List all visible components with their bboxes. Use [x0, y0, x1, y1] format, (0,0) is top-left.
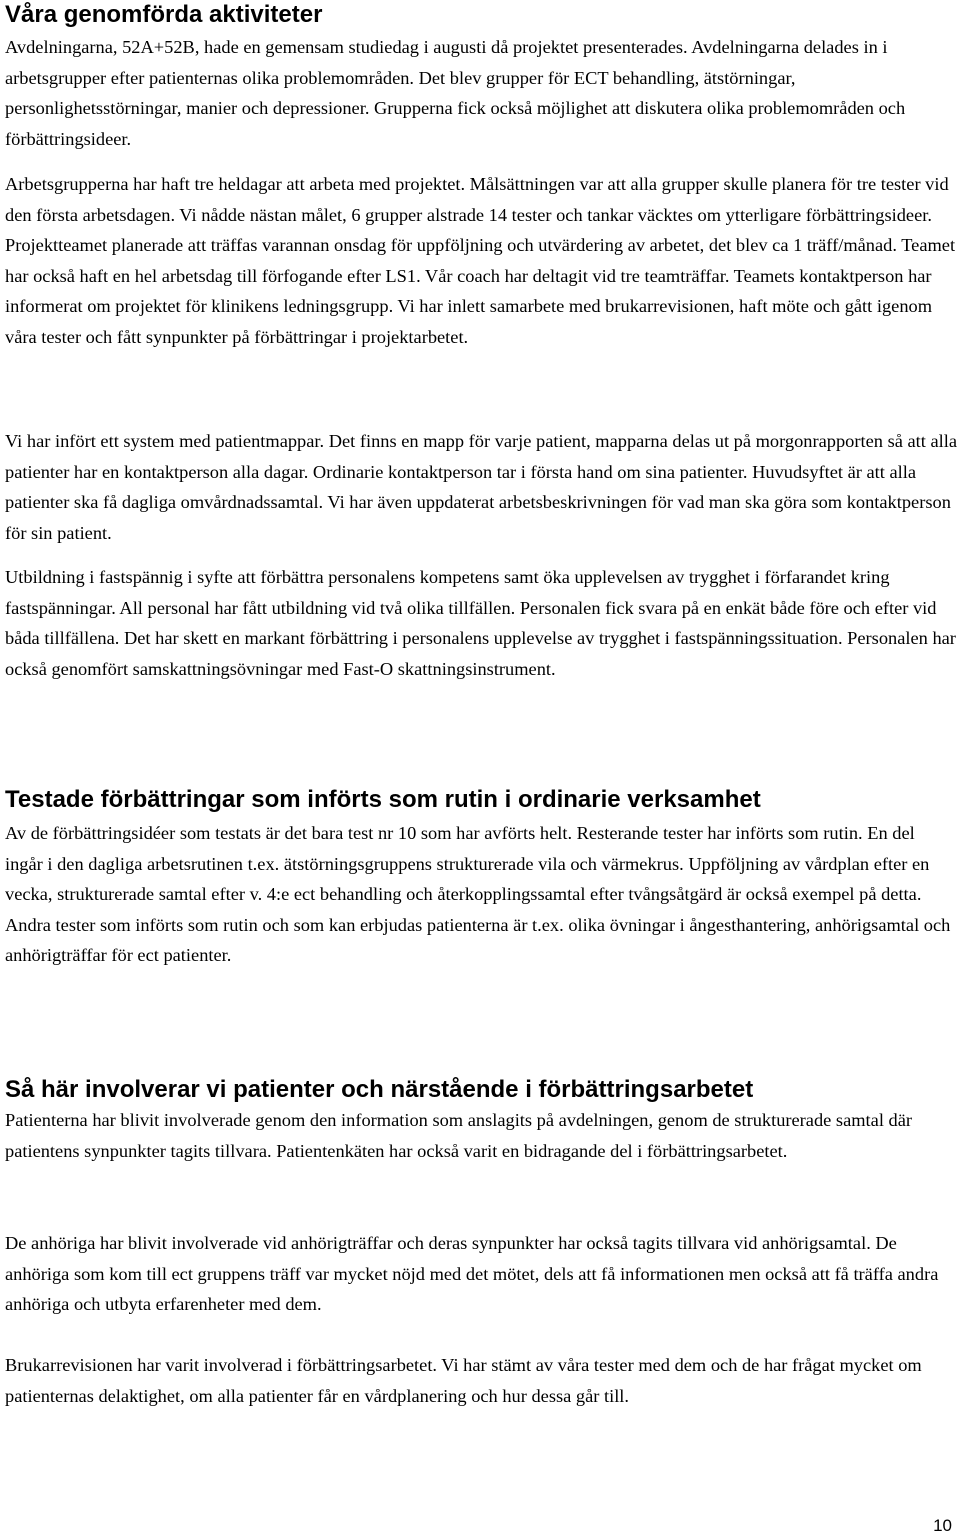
paragraph-patientmappar: Vi har infört ett system med patientmappar. Det finns en mapp för varje patient, mapparna delas ut på morgonrapporten så att alla patienter har en kontaktperson alla dagar. Ordinarie kontaktperson tar i första hand om sina patienter. Huvudsyftet är att alla patienter ska få dagliga omvårdnadssamtal. Vi har även uppdaterat arbetsbeskrivningen för vad man ska göra som kontaktperson för sin patient. — [5, 431, 958, 543]
section-heading-activities: Våra genomförda aktiviteter — [5, 1, 323, 28]
paragraph-arbetsgrupperna: Arbetsgrupperna har haft tre heldagar att arbeta med projektet. Målsättningen var att alla grupper skulle planera för tre tester vid den första arbetsdagen. Vi nådde nästan målet, 6 grupper alstrade 14 tester och tankar väcktes om ytterligare förbättringsideer. Projektteamet planerade att träffas varannan onsdag för uppföljning och utvärdering av arbetet, det blev ca 1 träff/månad. Teamet har också haft en hel arbetsdag till förfogande efter LS1. Vår coach har deltagit vid tre teamträffar. Teamets kontaktperson har informerat om projektet för klinikens ledningsgrupp. Vi har inlett samarbete med brukarrevisionen, haft möte och gått igenom våra tester och fått synpunkter på förbättringar i projektarbetet. — [5, 174, 956, 347]
paragraph-anhoriga: De anhöriga har blivit involverade vid anhörigträffar och deras synpunkter har också tagits tillvara vid anhörigsamtal. De anhöriga som kom till ect gruppens träff var mycket nöjd med det mötet, dels att få informationen men också att få träffa andra anhöriga och utbyta erfarenheter med dem. — [5, 1233, 939, 1315]
page-number: 10 — [933, 1516, 952, 1535]
section-heading-tested-improvements: Testade förbättringar som införts som rutin i ordinarie verksamhet — [5, 786, 761, 813]
paragraph-testade-forbattringar: Av de förbättringsidéer som testats är det bara test nr 10 som har avförts helt. Resterande tester har införts som rutin. En del ingår i den dagliga arbetsrutinen t.ex. ätstörningsgruppens strukturerade vila och värmekrus. Uppföljning av vårdplan efter en vecka, strukturerade samtal efter v. 4:e ect behandling och återkopplingssamtal efter tvångsåtgärd är också exempel på detta. Andra tester som införts som rutin och som kan erbjudas patienterna är t.ex. olika övningar i ångesthantering, anhörigsamtal och anhörigträffar för ect patienter. — [5, 823, 951, 966]
paragraph-brukarrevisionen: Brukarrevisionen har varit involverad i förbättringsarbetet. Vi har stämt av våra tester med dem och de har frågat mycket om patienternas delaktighet, om alla patienter får en vårdplanering och hur dessa går till. — [5, 1355, 922, 1406]
section-heading-involvement: Så här involverar vi patienter och närstående i förbättringsarbetet — [5, 1076, 754, 1103]
paragraph-utbildning: Utbildning i fastspännig i syfte att förbättra personalens kompetens samt öka upplevelsen av trygghet i förfarandet kring fastspänningar. All personal har fått utbildning vid två olika tillfällen. Personalen fick svara på en enkät både före och efter vid båda tillfällena. Det har skett en markant förbättring i personalens upplevelse av trygghet i fastspänningssituation. Personalen har också genomfört samskattningsövningar med Fast-O skattningsinstrument. — [5, 567, 956, 679]
paragraph-patienterna: Patienterna har blivit involverade genom den information som anslagits på avdelningen, genom de strukturerade samtal där patientens synpunkter tagits tillvara. Patientenkäten har också varit en bidragande del i förbättringsarbetet. — [5, 1110, 913, 1161]
paragraph-studiedag: Avdelningarna, 52A+52B, hade en gemensam studiedag i augusti då projektet presenterades. Avdelningarna delades in i arbetsgrupper efter patienternas olika problemområden. Det blev grupper för ECT behandling, ätstörningar, personlighetsstörningar, manier och depressioner. Grupperna fick också möjlighet att diskutera olika problemområden och förbättringsideer. — [5, 37, 906, 149]
